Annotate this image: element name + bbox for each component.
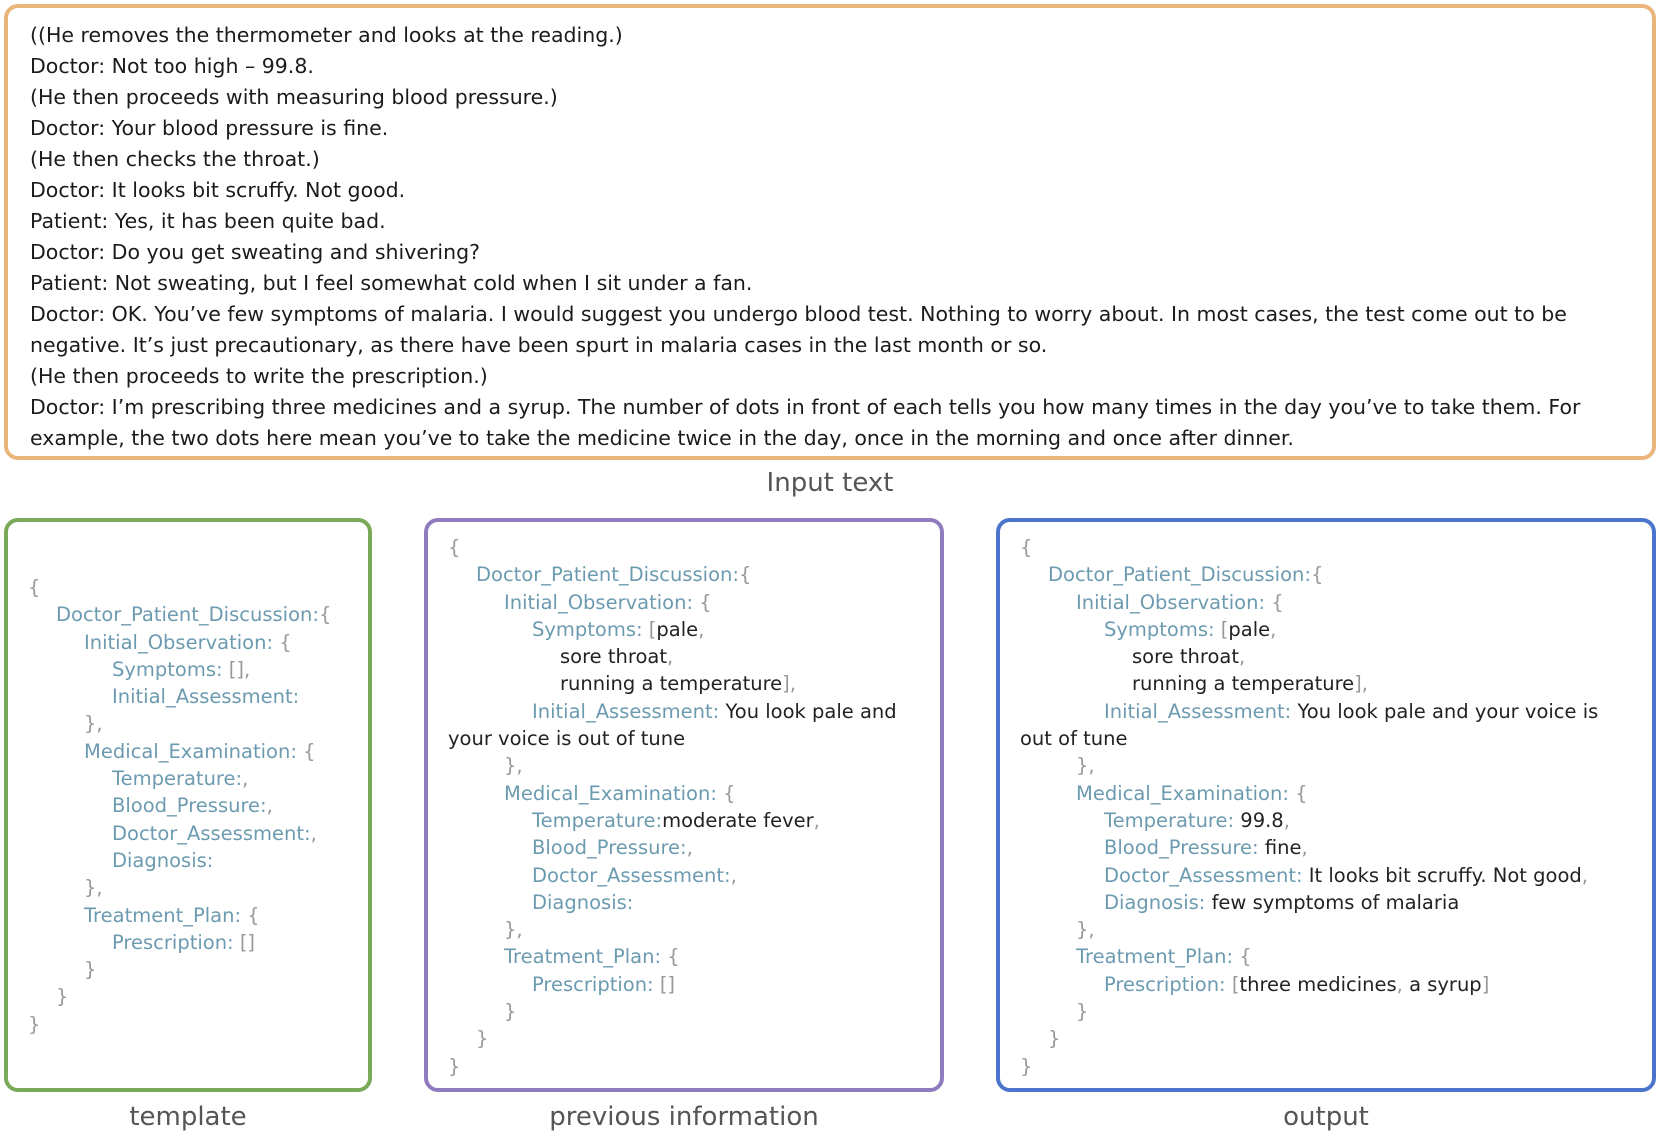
template-json: { Doctor_Patient_Discussion:{ Initial_Observation: { Symptoms: [], Initial_Assessment: }, Medical_Examination: { Temperature:, Blood_Pressure:, Doctor_Assessment:, Diagnosis: }, Treatment_Plan: { Prescription: [] } } } (28, 576, 332, 1036)
prescription-item: a syrup (1409, 972, 1482, 996)
temperature-value: 99.8 (1240, 808, 1284, 832)
previous-information-box (424, 518, 944, 1092)
doctor-assessment-key: Doctor_Assessment: (532, 863, 731, 887)
prescription-key: Prescription: (532, 972, 654, 996)
medical-examination-key: Medical_Examination: (504, 781, 717, 805)
previous-information-json: { Doctor_Patient_Discussion:{ Initial_Observation: { Symptoms: [pale, sore throat, running a temperature], Initial_Assessment: You look pale and your voice is out of tune }, Medical_Examination: { Temperature:moderate fever, Blood_Pressure:, Doctor_Assessment:, Diagnosis: }, Treatment_Plan: { Prescription: [] } } } (448, 536, 897, 1078)
dialogue-line: Doctor: Not too high – 99.8. (30, 54, 314, 78)
dialogue-line: Doctor: Your blood pressure is fine. (30, 116, 389, 140)
prescription-key: Prescription: (112, 930, 234, 954)
symptom-value: running a temperature (1132, 672, 1355, 696)
initial-assessment-key: Initial_Assessment: (1104, 699, 1292, 723)
initial-assessment-key: Initial_Assessment: (112, 685, 300, 709)
symptoms-key: Symptoms: (112, 657, 223, 681)
temperature-key: Temperature: (112, 767, 243, 791)
prescription-key: Prescription: (1104, 972, 1226, 996)
temperature-value: moderate fever (662, 808, 814, 832)
treatment-plan-key: Treatment_Plan: (504, 945, 662, 969)
previous-information-caption: previous information (549, 1102, 819, 1132)
dialogue-line: Patient: Yes, it has been quite bad. (30, 209, 386, 233)
diagnosis-key: Diagnosis: (112, 848, 214, 872)
prescription-value: [] (659, 972, 676, 996)
initial-assessment-value: You look pale and (725, 699, 897, 723)
input-text-caption: Input text (766, 468, 894, 498)
root-key: Doctor_Patient_Discussion: (56, 603, 319, 627)
medical-examination-key: Medical_Examination: (1076, 781, 1289, 805)
template-caption: template (129, 1102, 247, 1132)
dialogue-transcript (30, 20, 1630, 454)
blood-pressure-key: Blood_Pressure: (1104, 836, 1259, 860)
dialogue-line: Doctor: Do you get sweating and shivering? (30, 240, 480, 264)
symptom-value: running a temperature (560, 672, 783, 696)
blood-pressure-value: fine (1264, 836, 1302, 860)
initial-observation-key: Initial_Observation: (84, 630, 274, 654)
doctor-assessment-key: Doctor_Assessment: (1104, 863, 1303, 887)
initial-assessment-key: Initial_Assessment: (532, 699, 720, 723)
input-text-box (4, 4, 1656, 460)
symptoms-key: Symptoms: (532, 617, 643, 641)
temperature-key: Temperature: (1104, 808, 1235, 832)
prescription-value: [] (239, 930, 256, 954)
output-box (996, 518, 1656, 1092)
symptom-value: pale (656, 617, 699, 641)
initial-assessment-value-continued: your voice is out of tune (448, 727, 686, 751)
output-caption: output (1283, 1102, 1369, 1132)
root-key: Doctor_Patient_Discussion: (476, 563, 739, 587)
doctor-assessment-key: Doctor_Assessment: (112, 821, 311, 845)
diagnosis-key: Diagnosis: (1104, 890, 1206, 914)
initial-observation-key: Initial_Observation: (1076, 590, 1266, 614)
temperature-key: Temperature: (532, 808, 663, 832)
treatment-plan-key: Treatment_Plan: (1076, 945, 1234, 969)
root-key: Doctor_Patient_Discussion: (1048, 563, 1311, 587)
doctor-assessment-value: It looks bit scruffy. Not good (1308, 863, 1582, 887)
dialogue-line: Doctor: OK. You’ve few symptoms of malaria. I would suggest you undergo blood test. Nothing to worry about. In most cases, the test come out to be (30, 302, 1567, 326)
template-box (4, 518, 372, 1092)
dialogue-line: negative. It’s just precautionary, as there have been spurt in malaria cases in the last month or so. (30, 333, 1048, 357)
initial-observation-key: Initial_Observation: (504, 590, 694, 614)
symptom-value: sore throat (1132, 645, 1239, 669)
dialogue-line: example, the two dots here mean you’ve to take the medicine twice in the day, once in the morning and once after dinner. (30, 426, 1294, 450)
symptoms-value: [] (228, 657, 245, 681)
symptom-value: sore throat (560, 645, 667, 669)
dialogue-line: (He then proceeds with measuring blood pressure.) (30, 85, 558, 109)
medical-examination-key: Medical_Examination: (84, 739, 297, 763)
treatment-plan-key: Treatment_Plan: (84, 903, 242, 927)
initial-assessment-value-continued: out of tune (1020, 727, 1128, 751)
diagnosis-key: Diagnosis: (532, 890, 634, 914)
output-json: { Doctor_Patient_Discussion:{ Initial_Observation: { Symptoms: [pale, sore throat, running a temperature], Initial_Assessment: You look pale and your voice is out of tune }, Medical_Examination: { Temperature: 99.8, Blood_Pressure: fine, Doctor_Assessment: It looks bit scruffy. Not good, Diagnosis: few symptoms of malaria }, Treatment_Plan: { Prescription: [three medicines, a syrup] } } } (1020, 536, 1599, 1078)
blood-pressure-key: Blood_Pressure: (112, 794, 267, 818)
symptoms-key: Symptoms: (1104, 617, 1215, 641)
diagnosis-value: few symptoms of malaria (1211, 890, 1460, 914)
dialogue-line: (He then proceeds to write the prescription.) (30, 364, 488, 388)
dialogue-line: Doctor: It looks bit scruffy. Not good. (30, 178, 406, 202)
dialogue-line: Patient: Not sweating, but I feel somewhat cold when I sit under a fan. (30, 271, 753, 295)
symptom-value: pale (1228, 617, 1271, 641)
prescription-item: three medicines (1239, 972, 1397, 996)
blood-pressure-key: Blood_Pressure: (532, 836, 687, 860)
dialogue-line: (He then checks the throat.) (30, 147, 320, 171)
dialogue-line: Doctor: I’m prescribing three medicines and a syrup. The number of dots in front of each tells you how many times in the day you’ve to take them. For (30, 395, 1581, 419)
initial-assessment-value: You look pale and your voice is (1297, 699, 1599, 723)
dialogue-line: ((He removes the thermometer and looks at the reading.) (30, 23, 623, 47)
